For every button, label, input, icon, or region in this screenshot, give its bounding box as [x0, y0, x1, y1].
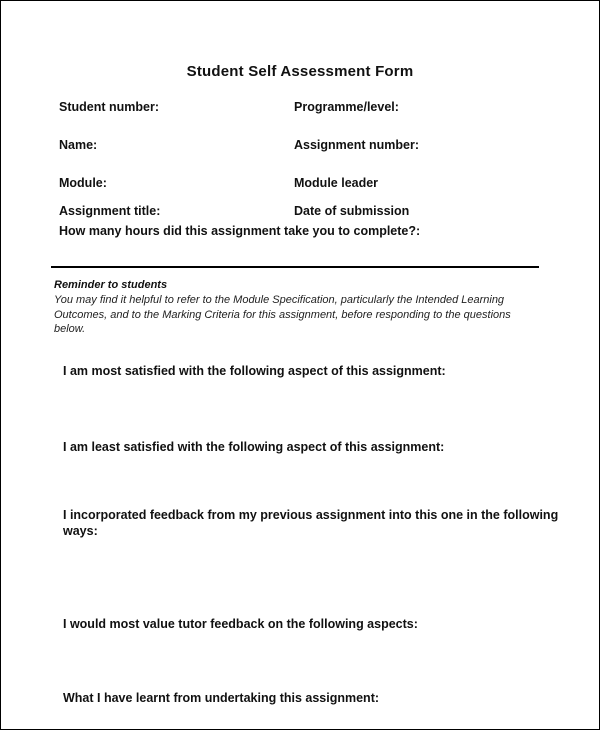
prompt-value-tutor-feedback: I would most value tutor feedback on the following aspects: [63, 616, 418, 631]
page-title: Student Self Assessment Form [186, 63, 414, 80]
prompt-what-learnt: What I have learnt from undertaking this assignment: [63, 691, 380, 706]
field-label-assignment-number: Assignment number: [294, 138, 420, 152]
prompt-most-satisfied: I am most satisfied with the following aspect of this assignment: [63, 364, 446, 379]
hours-question-label: How many hours did this assignment take you to complete?: [59, 224, 421, 238]
form-fields [59, 100, 599, 218]
reminder-heading: Reminder to students [54, 279, 168, 291]
field-label-name: Name: [59, 138, 98, 152]
section-divider [51, 266, 539, 268]
reminder-body-text: You may find it helpful to refer to the Module Specification, particularly the Intended Learning Outcomes, and to the Marking Criteria for this assignment, before responding to the questions below. [54, 294, 511, 335]
field-label-date-of-submission: Date of submission [294, 204, 410, 218]
field-label-assignment-title: Assignment title: [59, 204, 161, 218]
reminder-section [54, 278, 541, 336]
field-label-student-number: Student number: [59, 100, 159, 114]
prompt-least-satisfied: I am least satisfied with the following aspect of this assignment: [63, 439, 445, 454]
field-label-programme-level: Programme/level: [294, 100, 399, 114]
prompt-incorporated-feedback: I incorporated feedback from my previous assignment into this one in the following ways: [63, 508, 559, 539]
question-prompts [63, 364, 559, 707]
field-label-module-leader: Module leader [294, 176, 379, 190]
field-label-module: Module: [59, 176, 107, 190]
